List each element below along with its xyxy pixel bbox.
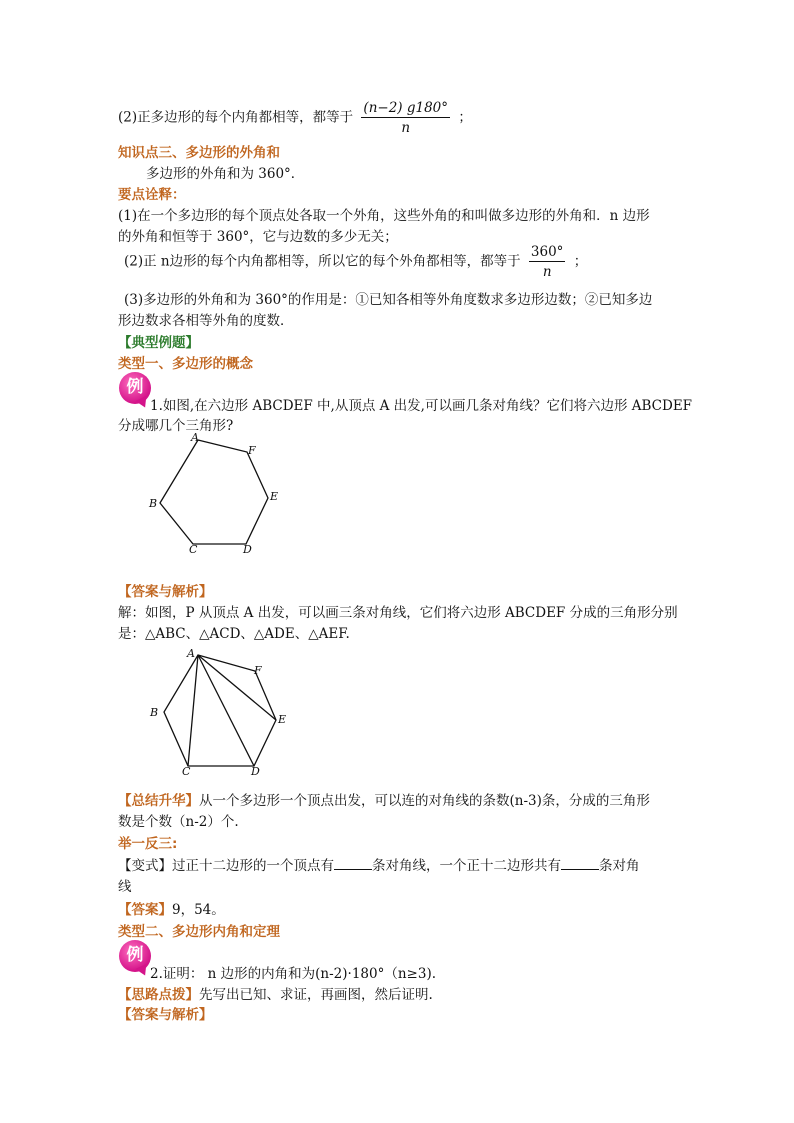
vertex-label-c: C: [182, 765, 191, 778]
fraction-denominator: n: [361, 117, 450, 136]
fraction-numerator: (n−2) g180°: [363, 100, 449, 116]
answer1-line1: 解：如图，P 从顶点 A 出发，可以画三条对角线，它们将六边形 ABCDEF 分成的三角形分别: [118, 605, 678, 621]
type1-title: 类型一、多边形的概念: [118, 356, 253, 372]
section3-statement: 多边形的外角和为 360°．: [146, 166, 305, 182]
key-point-2: [124, 244, 587, 280]
practice-title: 举一反三:: [118, 836, 178, 852]
hint-text: 先写出已知、求证，再画图，然后证明.: [199, 987, 433, 1003]
example2-text: 2.证明： n 边形的内角和为(n-2)·180°（n≥3).: [150, 966, 436, 982]
type2-title: 类型二、多边形内角和定理: [118, 924, 280, 940]
example-badge: 例: [119, 940, 151, 972]
key-point-1a: (1)在一个多边形的每个顶点处各取一个外角，这些外角的和叫做多边形的外角和．n 边形: [118, 208, 650, 224]
diagonal-ae: [198, 655, 276, 720]
interior-angle-fraction: [361, 100, 450, 136]
variant-text1: 过正十二边形的一个顶点有: [172, 858, 334, 874]
answer1-heading: 【答案与解析】: [118, 584, 213, 600]
key-point-3b: 形边数求各相等外角的度数．: [118, 313, 294, 329]
answer1-line2: 是：△ABC、△ACD、△ADE、△AEF.: [118, 626, 350, 642]
key-point-3a: (3)多边形的外角和为 360°的作用是：①已知各相等外角度数求多边形边数；②已知多边: [124, 292, 653, 308]
vertex-label-d: D: [243, 543, 252, 556]
key-point-2-text: (2)正 n边形的每个内角都相等，所以它的每个外角都相等，都等于: [124, 253, 521, 270]
summary-heading: 【总结升华】: [118, 793, 199, 809]
hexagon-diagonals-figure: [140, 643, 300, 778]
vertex-label-e: E: [278, 713, 287, 726]
vertex-label-b: B: [150, 706, 159, 719]
vertex-label-e: E: [270, 490, 279, 503]
summary-line1: [118, 789, 650, 809]
vertex-label-f: F: [248, 444, 256, 457]
summary-text1: 从一个多边形一个顶点出发，可以连的对角线的条数(n-3)条，分成的三角形: [199, 793, 650, 809]
interior-angle-text: (2)正多边形的每个内角都相等，都等于: [118, 109, 354, 126]
example1-line2: 分成哪几个三角形?: [118, 418, 234, 434]
summary-line2: 数是个数（n-2）个.: [118, 814, 239, 830]
vertex-label-a: A: [187, 647, 195, 660]
variant-text3: 条对角: [599, 858, 640, 874]
answer2-heading: 【答案与解析】: [118, 1007, 213, 1023]
example1-line1: 1.如图,在六边形 ABCDEF 中,从顶点 A 出发,可以画几条对角线？它们将六边形 ABCDEF: [150, 398, 693, 414]
example-badge: 例: [119, 372, 151, 404]
answer-blank-1[interactable]: [334, 857, 372, 870]
key-point-2-tail: ；: [573, 253, 588, 270]
variant-answer-text: 9，54。: [172, 902, 225, 918]
section3-title: 知识点三、多边形的外角和: [118, 145, 280, 161]
fraction-denominator: n: [529, 261, 566, 280]
variant-answer-label: 【答案】: [118, 902, 172, 918]
interior-angle-tail: ；: [458, 109, 472, 126]
fraction-numerator: 360°: [530, 244, 564, 260]
typical-examples-heading: 【典型例题】: [118, 335, 199, 351]
variant-line1: [118, 854, 640, 874]
variant-answer: [118, 898, 225, 918]
vertex-label-b: B: [149, 497, 158, 510]
interior-angle-line: [118, 100, 472, 136]
hexagon-figure: [140, 428, 300, 558]
key-points-title: 要点诠释：: [118, 187, 186, 203]
variant-line2: 线: [118, 879, 132, 895]
hint-line: [118, 983, 433, 1003]
vertex-label-f: F: [254, 664, 262, 677]
variant-text2: 条对角线，一个正十二边形共有: [372, 858, 561, 874]
variant-label: 【变式】: [118, 858, 172, 874]
vertex-label-c: C: [189, 543, 198, 556]
hint-label: 【思路点拨】: [118, 987, 199, 1003]
diagonal-ad: [198, 655, 254, 766]
exterior-angle-fraction: [529, 244, 566, 280]
diagonal-ac: [188, 655, 198, 766]
answer-blank-2[interactable]: [561, 857, 599, 870]
key-point-1b: 的外角和恒等于 360°，它与边数的多少无关；: [118, 229, 398, 245]
vertex-label-d: D: [251, 765, 260, 778]
vertex-label-a: A: [191, 431, 199, 444]
